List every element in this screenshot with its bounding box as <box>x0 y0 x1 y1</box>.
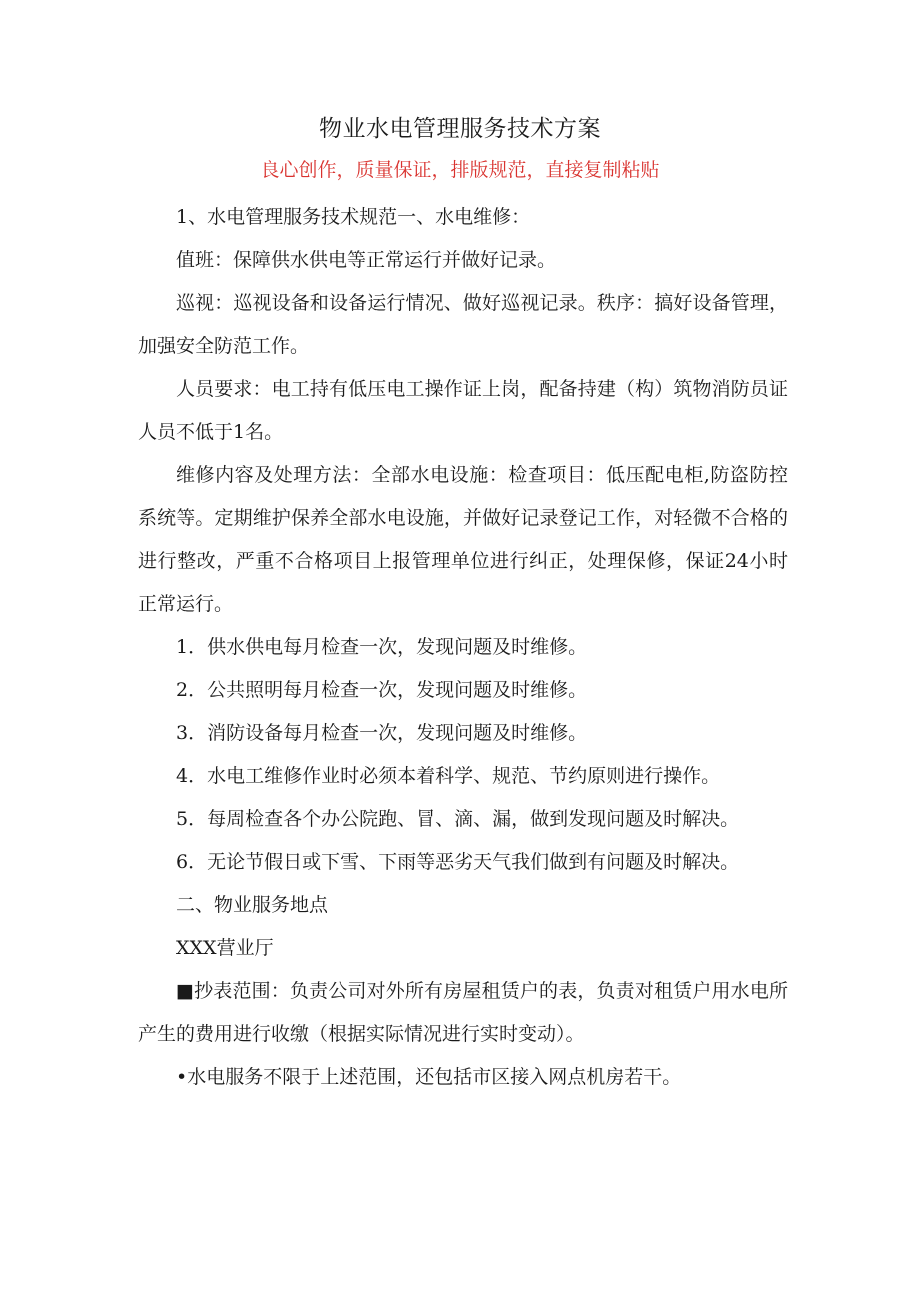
list-item: 3．消防设备每月检查一次，发现问题及时维修。 <box>176 722 588 744</box>
paragraph-inspection: 巡视：巡视设备和设备运行情况、做好巡视记录。秩序：搞好设备管理，加强安全防范工作。 <box>138 292 788 357</box>
paragraph-location-name: XXX营业厅 <box>176 937 274 959</box>
list-item: 5．每周检查各个办公院跑、冒、滴、漏，做到发现问题及时解决。 <box>176 808 740 830</box>
list-item: 4．水电工维修作业时必须本着科学、规范、节约原则进行操作。 <box>176 765 721 787</box>
list-item: 6．无论节假日或下雪、下雨等恶劣天气我们做到有问题及时解决。 <box>176 851 740 873</box>
paragraph-meter-reading-scope: ■抄表范围：负责公司对外所有房屋租赁户的表，负责对租赁户用水电所产生的费用进行收缴（根据实际情况进行实时变动）。 <box>138 980 788 1045</box>
paragraph-duty: 值班：保障供水供电等正常运行并做好记录。 <box>176 249 557 271</box>
section-heading-service-location: 二、物业服务地点 <box>176 894 329 916</box>
paragraph-maintenance-content: 维修内容及处理方法：全部水电设施：检查项目：低压配电柜,防盗防控系统等。定期维护保养全部水电设施，并做好记录登记工作，对轻微不合格的进行整改，严重不合格项目上报管理单位进行纠正，处理保修，保证24小时正常运行。 <box>138 464 788 615</box>
document-subtitle: 良心创作，质量保证，排版规范，直接复制粘贴 <box>260 159 660 181</box>
document-body <box>138 196 788 1099</box>
list-item: 2．公共照明每月检查一次，发现问题及时维修。 <box>176 679 588 701</box>
list-item: 1．供水供电每月检查一次，发现问题及时维修。 <box>176 636 588 658</box>
paragraph-staff-requirements: 人员要求：电工持有低压电工操作证上岗，配备持建（构）筑物消防员证人员不低于1名。 <box>138 378 788 443</box>
paragraph-service-scope-note: •水电服务不限于上述范围，还包括市区接入网点机房若干。 <box>176 1066 682 1088</box>
document-title: 物业水电管理服务技术方案 <box>319 116 601 142</box>
section-heading-maintenance: 1、水电管理服务技术规范一、水电维修： <box>176 206 531 228</box>
